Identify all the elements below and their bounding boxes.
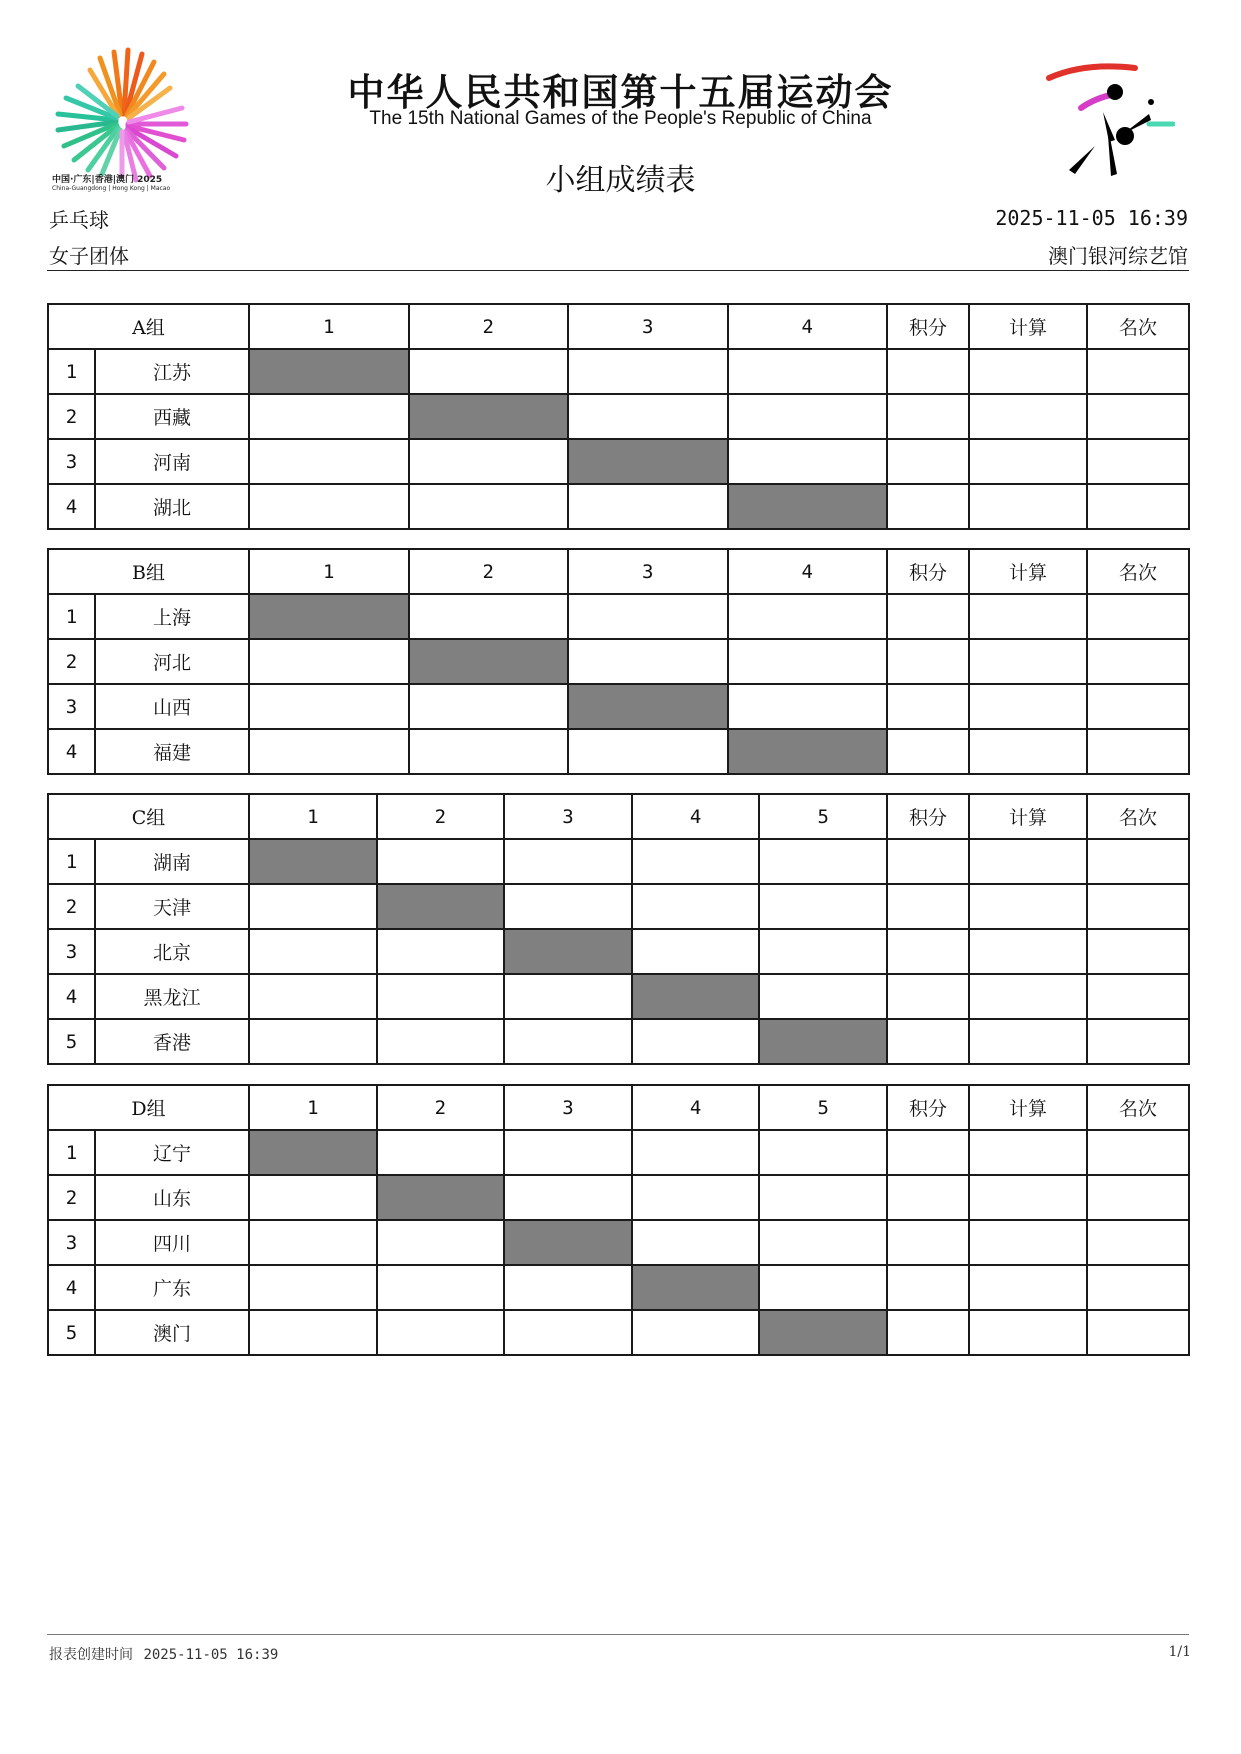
team-name: 河北: [95, 639, 249, 684]
match-result-cell: [728, 394, 888, 439]
match-result-cell: [377, 929, 505, 974]
match-result-cell: [249, 1220, 377, 1265]
rank-cell: [1087, 839, 1189, 884]
opponent-column-header: 2: [409, 549, 569, 594]
rank-cell: [1087, 639, 1189, 684]
match-result-cell: [728, 594, 888, 639]
team-row: [48, 1130, 1189, 1175]
self-match-cell: [632, 974, 760, 1019]
calc-cell: [969, 439, 1087, 484]
match-result-cell: [377, 1220, 505, 1265]
match-result-cell: [249, 639, 409, 684]
footer-divider: [47, 1634, 1189, 1635]
calc-header: 计算: [969, 549, 1087, 594]
calc-cell: [969, 684, 1087, 729]
match-result-cell: [249, 684, 409, 729]
match-result-cell: [568, 484, 728, 529]
match-result-cell: [377, 1265, 505, 1310]
calc-cell: [969, 594, 1087, 639]
match-result-cell: [504, 1130, 632, 1175]
group-table: [47, 548, 1190, 775]
team-row: [48, 1019, 1189, 1064]
calc-cell: [969, 639, 1087, 684]
report-datetime: 2025-11-05 16:39: [995, 206, 1188, 230]
points-cell: [887, 974, 969, 1019]
opponent-column-header: 3: [504, 794, 632, 839]
calc-cell: [969, 1265, 1087, 1310]
team-row: [48, 349, 1189, 394]
opponent-column-header: 1: [249, 549, 409, 594]
match-result-cell: [504, 884, 632, 929]
opponent-column-header: 2: [377, 1085, 505, 1130]
match-result-cell: [759, 1265, 887, 1310]
team-seed: 5: [48, 1310, 95, 1355]
points-cell: [887, 1265, 969, 1310]
group-header-row: [48, 304, 1189, 349]
calc-cell: [969, 929, 1087, 974]
points-cell: [887, 1220, 969, 1265]
match-result-cell: [409, 349, 569, 394]
opponent-column-header: 1: [249, 794, 377, 839]
rank-cell: [1087, 729, 1189, 774]
match-result-cell: [728, 639, 888, 684]
self-match-cell: [568, 684, 728, 729]
match-result-cell: [409, 439, 569, 484]
points-cell: [887, 729, 969, 774]
opponent-column-header: 2: [377, 794, 505, 839]
calc-cell: [969, 1175, 1087, 1220]
points-header: 积分: [887, 549, 969, 594]
rank-cell: [1087, 1130, 1189, 1175]
match-result-cell: [249, 974, 377, 1019]
match-result-cell: [249, 1310, 377, 1355]
match-result-cell: [504, 1265, 632, 1310]
team-seed: 3: [48, 439, 95, 484]
rank-cell: [1087, 1220, 1189, 1265]
self-match-cell: [249, 594, 409, 639]
match-result-cell: [568, 594, 728, 639]
rank-cell: [1087, 1310, 1189, 1355]
match-result-cell: [377, 974, 505, 1019]
page-number: 1/1: [1168, 1644, 1191, 1660]
match-result-cell: [759, 1130, 887, 1175]
calc-cell: [969, 1130, 1087, 1175]
points-cell: [887, 684, 969, 729]
points-cell: [887, 594, 969, 639]
rank-cell: [1087, 1019, 1189, 1064]
rank-cell: [1087, 684, 1189, 729]
team-row: [48, 1265, 1189, 1310]
team-name: 黑龙江: [95, 974, 249, 1019]
points-cell: [887, 484, 969, 529]
emblem-caption-en: China-Guangdong | Hong Kong | Macao: [52, 185, 171, 192]
opponent-column-header: 1: [249, 304, 409, 349]
points-cell: [887, 394, 969, 439]
team-seed: 1: [48, 594, 95, 639]
self-match-cell: [249, 349, 409, 394]
match-result-cell: [632, 1175, 760, 1220]
match-result-cell: [759, 1175, 887, 1220]
match-result-cell: [568, 394, 728, 439]
match-result-cell: [249, 929, 377, 974]
team-name: 北京: [95, 929, 249, 974]
team-seed: 4: [48, 974, 95, 1019]
match-result-cell: [249, 1175, 377, 1220]
team-name: 上海: [95, 594, 249, 639]
match-result-cell: [759, 839, 887, 884]
team-seed: 2: [48, 639, 95, 684]
self-match-cell: [409, 639, 569, 684]
rank-header: 名次: [1087, 1085, 1189, 1130]
rank-cell: [1087, 439, 1189, 484]
team-seed: 1: [48, 839, 95, 884]
opponent-column-header: 4: [728, 549, 888, 594]
group-label: B组: [48, 549, 249, 594]
team-name: 澳门: [95, 1310, 249, 1355]
match-result-cell: [504, 1019, 632, 1064]
opponent-column-header: 2: [409, 304, 569, 349]
self-match-cell: [728, 484, 888, 529]
match-result-cell: [249, 1019, 377, 1064]
team-name: 湖北: [95, 484, 249, 529]
points-cell: [887, 349, 969, 394]
self-match-cell: [377, 884, 505, 929]
team-name: 天津: [95, 884, 249, 929]
team-seed: 1: [48, 1130, 95, 1175]
group-header-row: [48, 549, 1189, 594]
team-seed: 4: [48, 729, 95, 774]
self-match-cell: [759, 1310, 887, 1355]
points-cell: [887, 639, 969, 684]
match-result-cell: [728, 439, 888, 484]
self-match-cell: [249, 1130, 377, 1175]
team-row: [48, 594, 1189, 639]
match-result-cell: [632, 1019, 760, 1064]
calc-header: 计算: [969, 304, 1087, 349]
team-name: 福建: [95, 729, 249, 774]
rank-cell: [1087, 1175, 1189, 1220]
rank-cell: [1087, 884, 1189, 929]
team-name: 河南: [95, 439, 249, 484]
match-result-cell: [249, 729, 409, 774]
calc-cell: [969, 1220, 1087, 1265]
team-row: [48, 839, 1189, 884]
points-cell: [887, 1175, 969, 1220]
match-result-cell: [759, 974, 887, 1019]
event-label: 女子团体: [49, 244, 129, 268]
report-title: 小组成绩表: [545, 163, 696, 198]
team-seed: 2: [48, 394, 95, 439]
group-table: [47, 1084, 1190, 1356]
calc-cell: [969, 729, 1087, 774]
points-cell: [887, 884, 969, 929]
match-result-cell: [249, 1265, 377, 1310]
match-result-cell: [377, 1130, 505, 1175]
team-name: 山西: [95, 684, 249, 729]
team-name: 香港: [95, 1019, 249, 1064]
emblem-caption-zh: 中国·广东|香港|澳门 2025: [52, 175, 163, 185]
match-result-cell: [249, 884, 377, 929]
group-table: [47, 303, 1190, 530]
calc-cell: [969, 974, 1087, 1019]
page-title: 中华人民共和国第十五届运动会: [347, 71, 894, 114]
team-row: [48, 639, 1189, 684]
points-cell: [887, 839, 969, 884]
points-header: 积分: [887, 794, 969, 839]
self-match-cell: [409, 394, 569, 439]
match-result-cell: [632, 884, 760, 929]
rank-cell: [1087, 484, 1189, 529]
team-row: [48, 1310, 1189, 1355]
team-name: 山东: [95, 1175, 249, 1220]
team-row: [48, 439, 1189, 484]
opponent-column-header: 5: [759, 794, 887, 839]
team-row: [48, 1220, 1189, 1265]
match-result-cell: [632, 929, 760, 974]
points-cell: [887, 1019, 969, 1064]
sport-label: 乒乓球: [49, 208, 109, 232]
self-match-cell: [568, 439, 728, 484]
team-row: [48, 484, 1189, 529]
opponent-column-header: 4: [728, 304, 888, 349]
team-row: [48, 974, 1189, 1019]
match-result-cell: [568, 349, 728, 394]
match-result-cell: [377, 839, 505, 884]
match-result-cell: [504, 839, 632, 884]
match-result-cell: [409, 594, 569, 639]
team-row: [48, 684, 1189, 729]
group-table: [47, 793, 1190, 1065]
rank-cell: [1087, 929, 1189, 974]
opponent-column-header: 3: [504, 1085, 632, 1130]
team-seed: 3: [48, 929, 95, 974]
group-header-row: [48, 794, 1189, 839]
match-result-cell: [759, 1220, 887, 1265]
self-match-cell: [249, 839, 377, 884]
calc-cell: [969, 394, 1087, 439]
match-result-cell: [759, 929, 887, 974]
team-row: [48, 729, 1189, 774]
points-header: 积分: [887, 304, 969, 349]
opponent-column-header: 4: [632, 1085, 760, 1130]
opponent-column-header: 4: [632, 794, 760, 839]
rank-header: 名次: [1087, 549, 1189, 594]
group-label: A组: [48, 304, 249, 349]
match-result-cell: [632, 839, 760, 884]
rank-cell: [1087, 394, 1189, 439]
match-result-cell: [632, 1130, 760, 1175]
match-result-cell: [568, 729, 728, 774]
points-cell: [887, 439, 969, 484]
created-time: 2025-11-05 16:39: [143, 1647, 279, 1663]
team-name: 辽宁: [95, 1130, 249, 1175]
team-seed: 4: [48, 484, 95, 529]
match-result-cell: [249, 439, 409, 484]
opponent-column-header: 3: [568, 304, 728, 349]
group-label: D组: [48, 1085, 249, 1130]
self-match-cell: [504, 1220, 632, 1265]
rank-cell: [1087, 594, 1189, 639]
team-name: 西藏: [95, 394, 249, 439]
match-result-cell: [759, 884, 887, 929]
match-result-cell: [632, 1220, 760, 1265]
match-result-cell: [377, 1310, 505, 1355]
calc-cell: [969, 1310, 1087, 1355]
match-result-cell: [409, 729, 569, 774]
team-seed: 5: [48, 1019, 95, 1064]
match-result-cell: [377, 1019, 505, 1064]
opponent-column-header: 5: [759, 1085, 887, 1130]
calc-cell: [969, 839, 1087, 884]
team-seed: 3: [48, 1220, 95, 1265]
points-header: 积分: [887, 1085, 969, 1130]
team-row: [48, 1175, 1189, 1220]
self-match-cell: [504, 929, 632, 974]
team-seed: 1: [48, 349, 95, 394]
self-match-cell: [759, 1019, 887, 1064]
self-match-cell: [632, 1265, 760, 1310]
opponent-column-header: 1: [249, 1085, 377, 1130]
match-result-cell: [504, 1175, 632, 1220]
venue-label: 澳门银河综艺馆: [1048, 244, 1188, 268]
header-divider: [47, 270, 1189, 271]
calc-cell: [969, 484, 1087, 529]
points-cell: [887, 1130, 969, 1175]
created-label: 报表创建时间: [49, 1647, 133, 1663]
team-name: 广东: [95, 1265, 249, 1310]
calc-cell: [969, 349, 1087, 394]
points-cell: [887, 1310, 969, 1355]
page-title-english: The 15th National Games of the People's Republic of China: [369, 108, 872, 129]
team-row: [48, 394, 1189, 439]
team-name: 四川: [95, 1220, 249, 1265]
group-header-row: [48, 1085, 1189, 1130]
match-result-cell: [568, 639, 728, 684]
team-name: 湖南: [95, 839, 249, 884]
match-result-cell: [409, 484, 569, 529]
self-match-cell: [728, 729, 888, 774]
rank-header: 名次: [1087, 794, 1189, 839]
match-result-cell: [728, 349, 888, 394]
report-created: [49, 1644, 278, 1664]
rank-cell: [1087, 974, 1189, 1019]
team-row: [48, 929, 1189, 974]
group-label: C组: [48, 794, 249, 839]
rank-cell: [1087, 349, 1189, 394]
calc-header: 计算: [969, 1085, 1087, 1130]
team-seed: 3: [48, 684, 95, 729]
match-result-cell: [504, 1310, 632, 1355]
rank-header: 名次: [1087, 304, 1189, 349]
team-name: 江苏: [95, 349, 249, 394]
points-cell: [887, 929, 969, 974]
team-seed: 2: [48, 1175, 95, 1220]
match-result-cell: [728, 684, 888, 729]
team-row: [48, 884, 1189, 929]
match-result-cell: [249, 394, 409, 439]
match-result-cell: [504, 974, 632, 1019]
self-match-cell: [377, 1175, 505, 1220]
team-seed: 4: [48, 1265, 95, 1310]
calc-header: 计算: [969, 794, 1087, 839]
match-result-cell: [632, 1310, 760, 1355]
match-result-cell: [249, 484, 409, 529]
opponent-column-header: 3: [568, 549, 728, 594]
match-result-cell: [409, 684, 569, 729]
calc-cell: [969, 884, 1087, 929]
rank-cell: [1087, 1265, 1189, 1310]
calc-cell: [969, 1019, 1087, 1064]
team-seed: 2: [48, 884, 95, 929]
